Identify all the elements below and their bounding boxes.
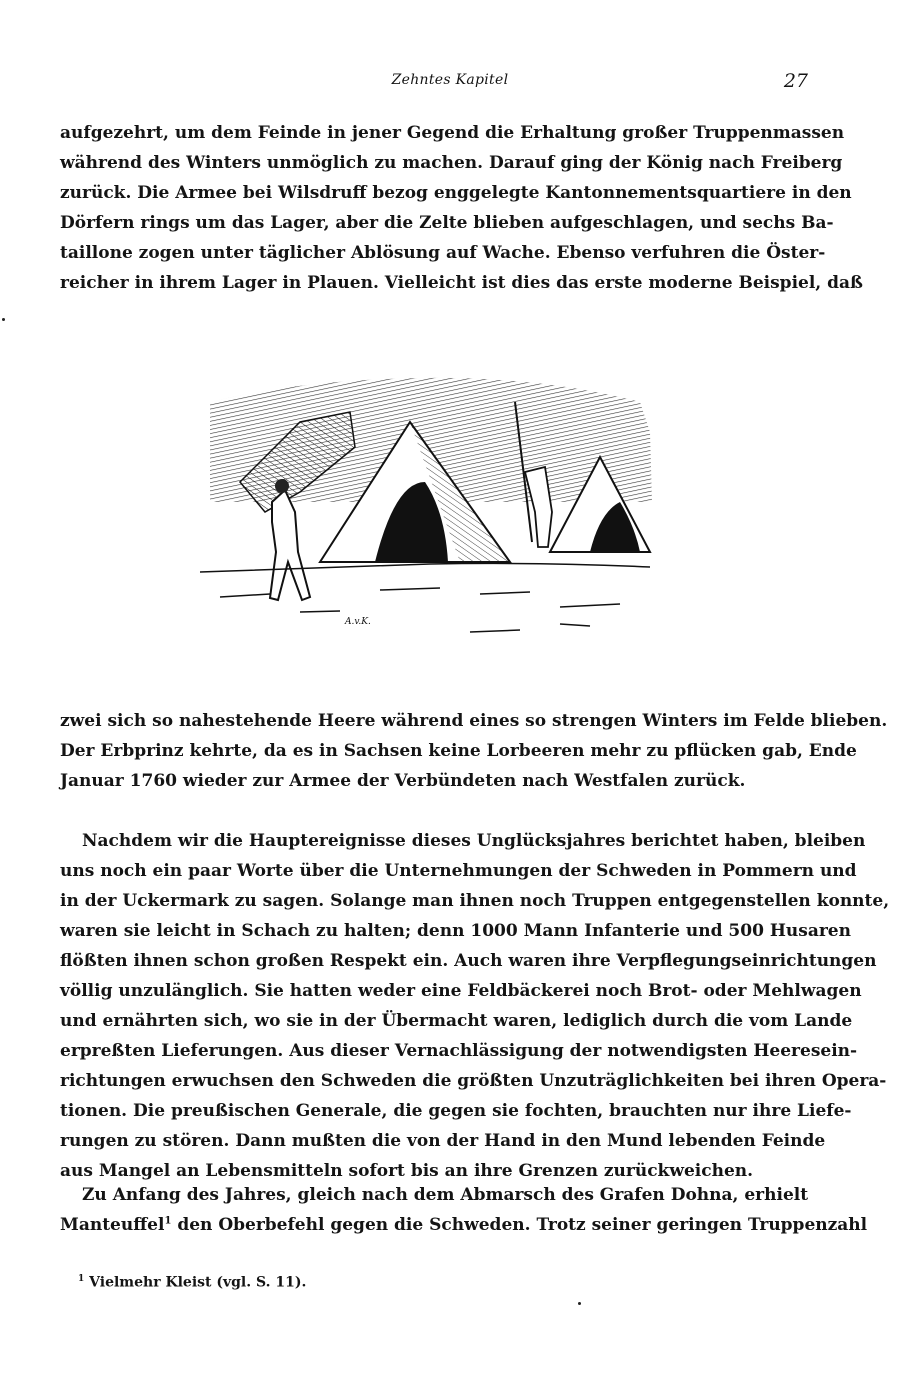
text-line: richtungen erwuchsen den Schweden die größten Unzuträglichkeiten bei ihren Opera- bbox=[60, 1071, 887, 1091]
text-line: aufgezehrt, um dem Feinde in jener Gegend die Erhaltung großer Truppenmassen bbox=[60, 123, 845, 143]
paragraph-2 bbox=[60, 826, 890, 1186]
scan-speck bbox=[2, 318, 5, 321]
scan-speck bbox=[578, 1302, 581, 1305]
ground-stroke bbox=[220, 594, 270, 597]
text-block-top bbox=[60, 118, 863, 298]
ground-stroke bbox=[380, 588, 440, 590]
text-line: waren sie leicht in Schach zu halten; denn 1000 Mann Infanterie und 500 Husaren bbox=[60, 921, 851, 941]
text-line: völlig unzulänglich. Sie hatten weder eine Feldbäckerei noch Brot- oder Mehlwagen bbox=[60, 981, 862, 1001]
text-fragment: den Oberbefehl gegen die Schweden. Trotz seiner geringen Truppenzahl bbox=[171, 1215, 868, 1235]
text-line: zwei sich so nahestehende Heere während eines so strengen Winters im Felde blieben. bbox=[60, 711, 888, 731]
text-line: Der Erbprinz kehrte, da es in Sachsen keine Lorbeeren mehr zu pflücken gab, Ende bbox=[60, 741, 857, 761]
text-line: und ernährten sich, wo sie in der Übermacht waren, lediglich durch die vom Lande bbox=[60, 1011, 853, 1031]
text-line: flößten ihnen schon großen Respekt ein. Auch waren ihre Verpflegungseinrichtungen bbox=[60, 951, 877, 971]
footnote bbox=[78, 1274, 306, 1291]
text-line: Nachdem wir die Hauptereignisse dieses Unglücksjahres berichtet haben, bleiben bbox=[82, 831, 866, 851]
text-line: rungen zu stören. Dann mußten die von der Hand in den Mund lebenden Feinde bbox=[60, 1131, 826, 1151]
text-line: taillone zogen unter täglicher Ablösung auf Wache. Ebenso verfuhren die Öster- bbox=[60, 243, 826, 263]
footnote-marker: 1 bbox=[78, 1274, 85, 1284]
text-line: uns noch ein paar Worte über die Unternehmungen der Schweden in Pommern und bbox=[60, 861, 857, 881]
text-block-after-figure bbox=[60, 706, 888, 796]
ground-stroke bbox=[560, 624, 590, 626]
ground-stroke bbox=[300, 611, 340, 612]
text-line: zurück. Die Armee bei Wilsdruff bezog enggelegte Kantonnementsquartiere in den bbox=[60, 183, 852, 203]
text-line: Zu Anfang des Jahres, gleich nach dem Abmarsch des Grafen Dohna, erhielt bbox=[82, 1185, 809, 1205]
text-line: Dörfern rings um das Lager, aber die Zelte blieben aufgeschlagen, und sechs Ba- bbox=[60, 213, 834, 233]
text-line: während des Winters unmöglich zu machen. Darauf ging der König nach Freiberg bbox=[60, 153, 843, 173]
text-line: tionen. Die preußischen Generale, die gegen sie fochten, brauchten nur ihre Liefe- bbox=[60, 1101, 852, 1121]
soldier-head bbox=[275, 479, 289, 493]
page-number: 27 bbox=[783, 70, 808, 92]
text-line: in der Uckermark zu sagen. Solange man ihnen noch Truppen entgegenstellen konnte, bbox=[60, 891, 890, 911]
ground-stroke bbox=[560, 604, 620, 607]
footnote-reference: 1 bbox=[164, 1215, 172, 1227]
figure-signature: A.v.K. bbox=[345, 617, 371, 627]
ground-stroke bbox=[470, 630, 520, 632]
text-line: erpreßten Lieferungen. Aus dieser Vernachlässigung der notwendigsten Heeresein- bbox=[60, 1041, 858, 1061]
paragraph-3 bbox=[60, 1180, 868, 1240]
text-line: aus Mangel an Lebensmitteln sofort bis an ihre Grenzen zurückweichen. bbox=[60, 1161, 754, 1181]
ground-stroke bbox=[480, 592, 530, 594]
camp-illustration bbox=[180, 362, 665, 652]
text-line bbox=[60, 1210, 868, 1240]
text-line: Januar 1760 wieder zur Armee der Verbündeten nach Westfalen zurück. bbox=[60, 771, 746, 791]
footnote-text: Vielmehr Kleist (vgl. S. 11). bbox=[89, 1274, 307, 1291]
running-head: Zehntes Kapitel bbox=[391, 72, 509, 88]
text-line: reicher in ihrem Lager in Plauen. Vielleicht ist dies das erste moderne Beispiel, daß bbox=[60, 273, 863, 293]
ground-line bbox=[200, 563, 650, 572]
text-fragment: Manteuffel bbox=[60, 1215, 165, 1235]
soldier-figure bbox=[270, 490, 310, 600]
